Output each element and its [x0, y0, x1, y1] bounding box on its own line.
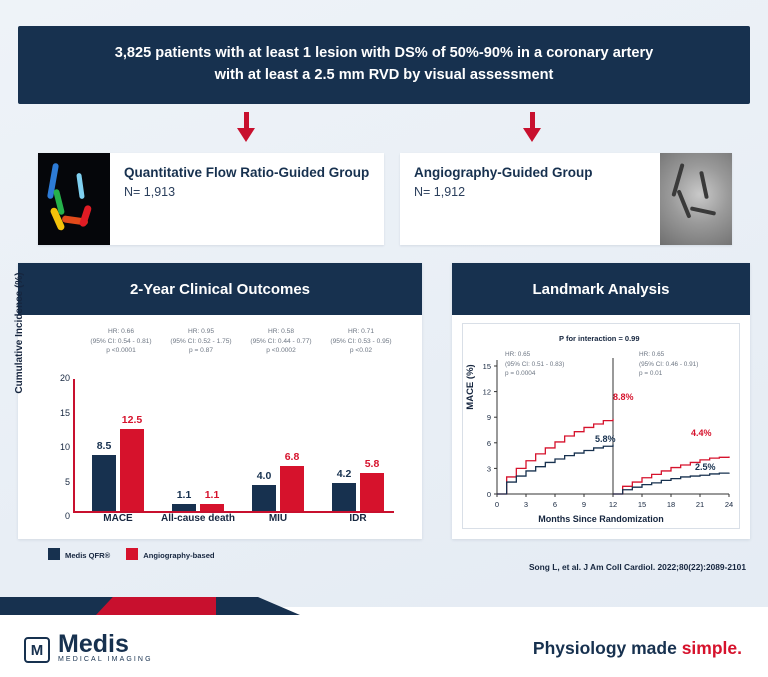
km-x-tick-label: 6 [552, 500, 558, 509]
tagline-red: simple. [681, 638, 742, 658]
km-endpoint-label-3: 2.5% [695, 462, 716, 472]
bar-group [238, 328, 318, 524]
bar-qfr [92, 455, 116, 511]
km-x-tick-label: 3 [523, 500, 529, 509]
bar-value-label: 1.1 [204, 488, 220, 501]
bar-value-label: 8.5 [96, 439, 112, 452]
bar-chart-y-axis-label: Cumulative Incidence (%) [14, 272, 25, 394]
bar-hr-annotation: HR: 0.66 (95% CI: 0.54 - 0.81) p <0.0001 [90, 328, 152, 355]
banner-text [89, 43, 680, 87]
banner-line-1: 3,825 patients with at least 1 lesion with DS% of 50%-90% in a coronary artery [114, 45, 654, 62]
bar-hr-annotation: HR: 0.58 (95% CI: 0.44 - 0.77) p <0.0002 [250, 328, 312, 355]
km-curve [497, 445, 613, 494]
group-n-qfr: N= 1,913 [124, 185, 176, 199]
bar-qfr [252, 485, 276, 511]
legend-item: Medis QFR® [48, 548, 110, 560]
clinical-outcomes-panel [14, 263, 422, 560]
km-x-tick-label: 0 [494, 500, 500, 509]
bar-angiography [280, 466, 304, 511]
bar-y-tick: 20 [59, 373, 70, 383]
down-arrow-icon-right [521, 112, 543, 142]
km-x-axis-label: Months Since Randomization [538, 514, 664, 524]
bar-qfr [332, 483, 356, 511]
km-curve [613, 473, 729, 494]
km-endpoint-label-1: 5.8% [595, 434, 616, 444]
km-y-axis-label: MACE (%) [465, 364, 476, 410]
bar-category-label: IDR [349, 513, 367, 524]
km-y-tick-label: 12 [482, 387, 491, 397]
bar-chart-y-ticks [46, 373, 70, 521]
bar-y-tick: 5 [64, 476, 70, 487]
tagline-dark: Physiology made [532, 638, 682, 658]
legend-swatch [126, 548, 138, 560]
km-y-tick-label: 9 [486, 413, 491, 423]
km-x-tick-label: 15 [637, 500, 647, 509]
bar-angiography [120, 429, 144, 512]
group-n-angiography: N= 1,912 [414, 185, 466, 199]
bar-category-label: MIU [268, 513, 288, 524]
km-x-tick-label: 12 [608, 500, 618, 509]
bar-value-label: 12.5 [121, 413, 143, 426]
km-y-tick-label: 6 [486, 438, 491, 448]
km-p-interaction: P for interaction = 0.99 [559, 334, 640, 343]
bar-qfr [172, 504, 196, 511]
logo-subtitle: MEDICAL IMAGING [58, 656, 153, 663]
study-population-banner [18, 26, 750, 104]
medis-logo-mark-icon: M [24, 637, 50, 663]
km-endpoint-label-2: 4.4% [691, 428, 712, 438]
km-y-tick-label: 3 [486, 464, 491, 474]
bar-y-tick: 10 [59, 442, 70, 452]
citation: Song L, et al. J Am Coll Cardiol. 2022;80(22):2089-2101 [528, 562, 746, 572]
landmark-km-chart [462, 323, 740, 529]
banner-line-2: with at least a 2.5 mm RVD by visual assessment [214, 67, 554, 83]
logo-name: Medis [58, 630, 129, 658]
bar-group [78, 328, 158, 524]
bar-group [318, 328, 398, 524]
landmark-analysis-panel [452, 263, 750, 539]
grayscale-angiogram-thumbnail [660, 153, 732, 245]
bar-category-label: MACE [103, 513, 133, 524]
km-y-tick-label: 0 [486, 490, 491, 499]
km-x-tick-label: 9 [581, 500, 587, 509]
bar-angiography [200, 504, 224, 511]
bar-hr-annotation: HR: 0.95 (95% CI: 0.52 - 1.75) p = 0.87 [170, 328, 232, 355]
bar-chart-plot-area [74, 328, 394, 524]
footer [0, 607, 768, 677]
bar-angiography [360, 473, 384, 511]
bar-value-label: 6.8 [284, 451, 300, 464]
group-title-angiography: Angiography-Guided Group [414, 165, 593, 180]
bar-y-tick: 0 [64, 511, 70, 521]
legend-swatch [48, 548, 60, 560]
bar-value-label: 4.0 [256, 469, 272, 482]
km-endpoint-label-0: 8.8% [613, 392, 634, 402]
bar-category-label: All-cause death [161, 513, 235, 524]
bar-value-label: 5.8 [364, 457, 380, 470]
km-x-tick-label: 18 [666, 500, 676, 509]
km-y-tick-label: 15 [482, 362, 491, 371]
tagline [533, 638, 742, 659]
group-title-qfr: Quantitative Flow Ratio-Guided Group [124, 165, 370, 180]
km-stat-segment-1: HR: 0.65 (95% CI: 0.51 - 0.83) p = 0.0004 [505, 351, 565, 378]
km-stat-segment-2: HR: 0.65 (95% CI: 0.46 - 0.91) p = 0.01 [639, 351, 699, 378]
km-curve [497, 419, 613, 494]
km-x-tick-label: 24 [724, 500, 734, 509]
bar-y-tick: 15 [59, 407, 70, 418]
medis-logo [24, 630, 153, 663]
footer-accent-red [96, 597, 216, 615]
bar-group [158, 328, 238, 524]
clinical-outcomes-title: 2-Year Clinical Outcomes [18, 263, 422, 315]
bar-value-label: 4.2 [336, 468, 352, 481]
bar-hr-annotation: HR: 0.71 (95% CI: 0.53 - 0.95) p <0.02 [330, 328, 392, 355]
down-arrow-icon-left [235, 112, 257, 142]
km-x-tick-label: 21 [695, 500, 705, 509]
landmark-analysis-title: Landmark Analysis [452, 263, 750, 315]
chart-legend [48, 548, 215, 560]
group-card-qfr [38, 153, 384, 245]
group-card-angiography [400, 153, 732, 245]
qfr-color-angiogram-thumbnail [38, 153, 110, 245]
legend-item: Angiography-based [126, 548, 214, 560]
bar-value-label: 1.1 [176, 488, 192, 501]
